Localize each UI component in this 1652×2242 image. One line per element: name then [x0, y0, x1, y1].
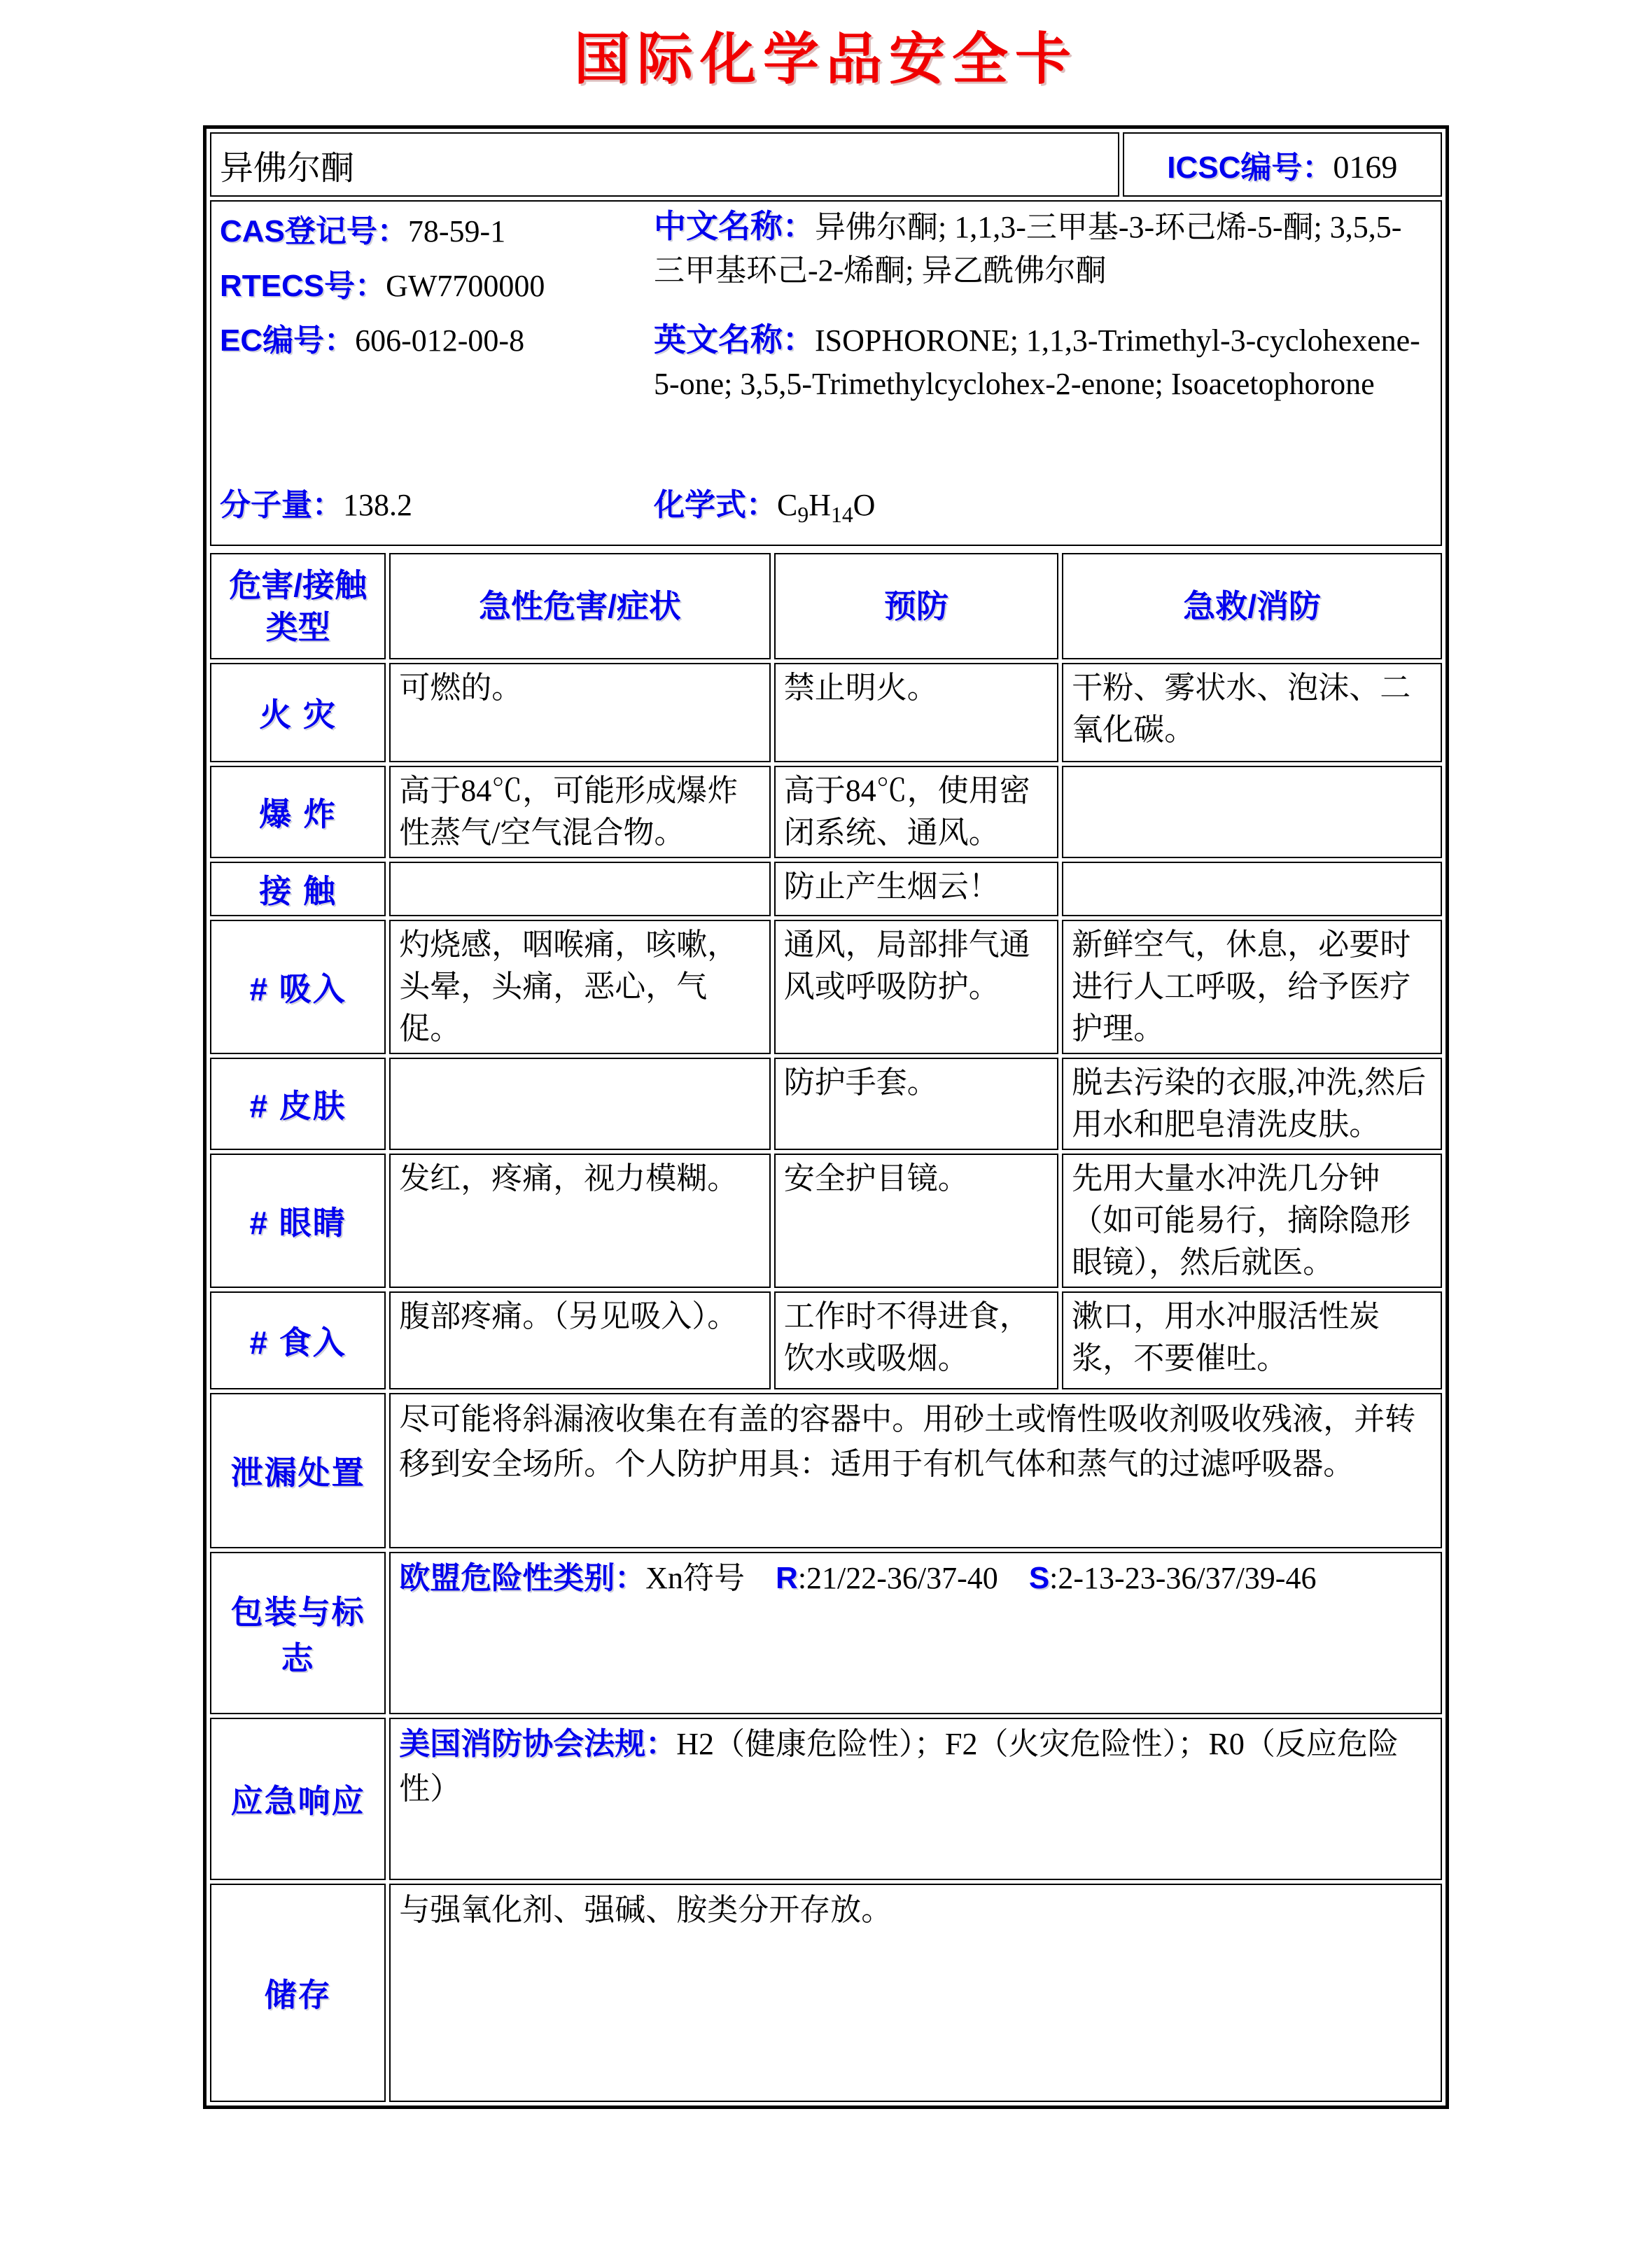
- chemical-formula-value: [777, 488, 876, 527]
- section-row-storage: [210, 1884, 1442, 2102]
- rtecs-value: GW7700000: [386, 269, 545, 303]
- segment-accent-label: R: [776, 1561, 798, 1595]
- identity-info-cell: [210, 200, 1442, 546]
- identity-info-layout: [220, 204, 1432, 526]
- segment-text: Xn符号: [645, 1561, 776, 1595]
- section-row-spill-disposal: [210, 1393, 1442, 1548]
- packaging-labelling-cell: [389, 1552, 1442, 1714]
- skin-prevention-cell: 防护手套。: [774, 1058, 1059, 1150]
- header-symptoms: 急性危害/症状: [389, 553, 770, 659]
- chinese-name-line: [654, 204, 1432, 293]
- identity-table: [206, 129, 1446, 549]
- segment-accent-label: 美国消防协会法规：: [399, 1727, 677, 1761]
- formula-subscript: 14: [830, 502, 853, 527]
- hazard-row-ingestion: [210, 1291, 1442, 1389]
- row-label-eyes: # 眼睛: [210, 1154, 386, 1288]
- contact-prevention-cell: 防止产生烟云！: [774, 862, 1059, 916]
- icsc-number: 0169: [1333, 149, 1398, 185]
- inhalation-firstaid-cell: 新鲜空气，休息，必要时进行人工呼吸，给予医疗护理。: [1062, 920, 1442, 1054]
- chinese-name-value: 异佛尔酮; 1,1,3-三甲基-3-环己烯-5-酮; 3,5,5-三甲基环己-2-烯酮; 异乙酰佛尔酮: [654, 210, 1402, 288]
- identity-info-row: [210, 200, 1442, 546]
- registry-ids-block: [220, 204, 654, 526]
- hazard-row-contact: [210, 862, 1442, 916]
- row-label-ingestion: # 食入: [210, 1291, 386, 1389]
- substance-header-row: [210, 132, 1442, 197]
- row-label-contact: 接 触: [210, 862, 386, 916]
- segment-text: :2-13-23-36/37/39-46: [1049, 1561, 1317, 1595]
- row-label-packaging-labelling: 包装与标志: [210, 1552, 386, 1714]
- explosion-symptoms-cell: 高于84℃，可能形成爆炸性蒸气/空气混合物。: [389, 766, 770, 858]
- molecular-weight-label: 分子量：: [220, 488, 343, 522]
- hazard-row-skin: [210, 1058, 1442, 1150]
- hazard-table-header-row: [210, 553, 1442, 659]
- emergency-response-cell: [389, 1718, 1442, 1880]
- cas-number-line: [220, 204, 654, 259]
- row-label-explosion: 爆 炸: [210, 766, 386, 858]
- storage-cell: [389, 1884, 1442, 2102]
- eyes-prevention-cell: 安全护目镜。: [774, 1154, 1059, 1288]
- icsc-number-cell: [1123, 132, 1442, 197]
- spill-disposal-cell: [389, 1393, 1442, 1548]
- english-name-label: 英文名称：: [654, 321, 815, 358]
- header-hazard-type-line2: 类型: [265, 609, 330, 645]
- formula-element: C: [777, 488, 798, 522]
- row-label-inhalation: # 吸入: [210, 920, 386, 1054]
- segment-text: 与强氧化剂、强碱、胺类分开存放。: [399, 1893, 892, 1927]
- ingestion-prevention-cell: 工作时不得进食，饮水或吸烟。: [774, 1291, 1059, 1389]
- ingestion-firstaid-cell: 漱口，用水冲服活性炭浆，不要催吐。: [1062, 1291, 1442, 1389]
- hazard-row-inhalation: [210, 920, 1442, 1054]
- row-label-storage: 储存: [210, 1884, 386, 2102]
- segment-accent-label: S: [1028, 1561, 1050, 1595]
- page-title: 国际化学品安全卡: [574, 29, 1078, 91]
- skin-symptoms-cell: [389, 1058, 770, 1150]
- chemical-formula-line: [654, 484, 1432, 526]
- ec-number-line: [220, 314, 654, 368]
- chemical-formula-label: 化学式：: [654, 488, 777, 522]
- english-name-line: [654, 318, 1432, 406]
- ingestion-symptoms-cell: 腹部疼痛。（另见吸入）。: [389, 1291, 770, 1389]
- eyes-symptoms-cell: 发红，疼痛，视力模糊。: [389, 1154, 770, 1288]
- eyes-firstaid-cell: 先用大量水冲洗几分钟（如可能易行，摘除隐形眼镜），然后就医。: [1062, 1154, 1442, 1288]
- section-row-emergency-response: [210, 1718, 1442, 1880]
- english-name-value: ISOPHORONE; 1,1,3-Trimethyl-3-cyclohexene-5-one; 3,5,5-Trimethylcyclohex-2-enone; Isoacetophorone: [654, 323, 1420, 401]
- header-prevention: 预防: [774, 553, 1059, 659]
- safety-card: [203, 125, 1449, 2109]
- formula-element: H: [808, 488, 831, 522]
- fire-prevention-cell: 禁止明火。: [774, 663, 1059, 762]
- molecular-weight-line: [220, 484, 654, 526]
- row-label-emergency-response: 应急响应: [210, 1718, 386, 1880]
- cas-label: CAS登记号：: [220, 214, 408, 248]
- fire-firstaid-cell: 干粉、雾状水、泡沫、二氧化碳。: [1062, 663, 1442, 762]
- icsc-document-page: [0, 14, 1652, 2242]
- segment-text: :21/22-36/37-40: [797, 1561, 1029, 1595]
- hazard-row-eyes: [210, 1154, 1442, 1288]
- molecular-weight-value: 138.2: [343, 488, 412, 522]
- inhalation-prevention-cell: 通风，局部排气通风或呼吸防护。: [774, 920, 1059, 1054]
- formula-element: O: [853, 488, 876, 522]
- contact-symptoms-cell: [389, 862, 770, 916]
- icsc-label: ICSC编号：: [1167, 150, 1334, 185]
- fire-symptoms-cell: 可燃的。: [389, 663, 770, 762]
- row-label-spill-disposal: 泄漏处置: [210, 1393, 386, 1548]
- explosion-firstaid-cell: [1062, 766, 1442, 858]
- skin-firstaid-cell: 脱去污染的衣服,冲洗,然后用水和肥皂清洗皮肤。: [1062, 1058, 1442, 1150]
- ec-label: EC编号：: [220, 323, 356, 358]
- chinese-name-label: 中文名称：: [654, 208, 815, 244]
- hazard-row-explosion: [210, 766, 1442, 858]
- row-label-fire: 火 灾: [210, 663, 386, 762]
- contact-firstaid-cell: [1062, 862, 1442, 916]
- inhalation-symptoms-cell: 灼烧感，咽喉痛，咳嗽，头晕，头痛，恶心，气促。: [389, 920, 770, 1054]
- chemical-names-block: [654, 204, 1432, 526]
- cas-value: 78-59-1: [407, 214, 506, 248]
- segment-accent-label: 欧盟危险性类别：: [399, 1561, 646, 1595]
- ec-value: 606-012-00-8: [355, 323, 525, 358]
- hazard-table: [206, 549, 1446, 2106]
- header-hazard-type-line1: 危害/接触: [229, 567, 368, 603]
- row-label-skin: # 皮肤: [210, 1058, 386, 1150]
- substance-name: 异佛尔酮: [210, 132, 1119, 197]
- explosion-prevention-cell: 高于84℃，使用密闭系统、通风。: [774, 766, 1059, 858]
- header-hazard-type: [210, 553, 386, 659]
- segment-text: 尽可能将斜漏液收集在有盖的容器中。用砂土或惰性吸收剂吸收残液，并转移到安全场所。个人防护用具：适用于有机气体和蒸气的过滤呼吸器。: [399, 1402, 1416, 1481]
- formula-subscript: 9: [797, 502, 809, 527]
- hazard-row-fire: [210, 663, 1442, 762]
- rtecs-number-line: [220, 259, 654, 314]
- section-row-packaging-labelling: [210, 1552, 1442, 1714]
- segment-text: H2（健康危险性）；F2（火灾危险性）；R0（反应危险性）: [399, 1727, 1399, 1806]
- rtecs-label: RTECS号：: [220, 269, 386, 303]
- header-firstaid: 急救/消防: [1062, 553, 1442, 659]
